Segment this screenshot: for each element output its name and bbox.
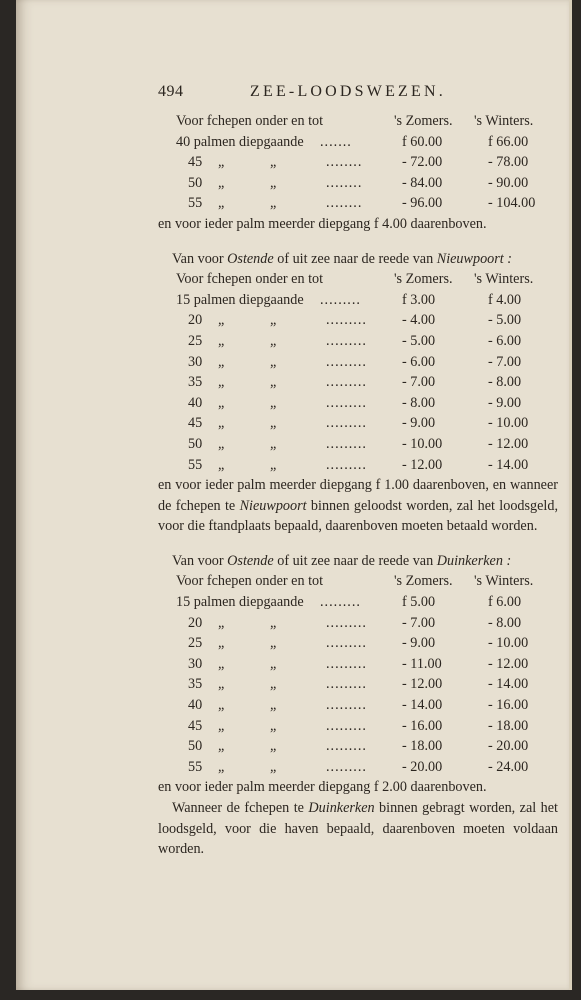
leader-dots: ........ xyxy=(326,174,363,191)
ditto-mark: „ xyxy=(218,154,225,171)
row-label: 30 xyxy=(188,353,203,370)
ditto-mark: „ xyxy=(270,435,277,452)
leader-dots: ......... xyxy=(326,635,367,652)
winter-rate: - 12.00 xyxy=(488,435,529,452)
table-row xyxy=(158,434,558,455)
table-row xyxy=(158,413,558,434)
ditto-mark: „ xyxy=(218,332,225,349)
leader-dots: ......... xyxy=(326,332,367,349)
row-label: 20 xyxy=(188,614,203,631)
leader-dots: ......... xyxy=(326,456,367,473)
summer-rate: - 16.00 xyxy=(402,717,443,734)
tariff-table-1 xyxy=(158,111,558,214)
col-label-header: Voor fchepen onder en tot xyxy=(176,271,324,288)
row-label: 30 xyxy=(188,655,203,672)
col-winter-header: 's Winters. xyxy=(474,113,534,129)
leader-dots: ......... xyxy=(326,415,367,432)
table-row xyxy=(158,613,558,634)
leader-dots: ......... xyxy=(326,394,367,411)
winter-rate: - 16.00 xyxy=(488,697,529,714)
ditto-mark: „ xyxy=(218,195,225,212)
ditto-mark: „ xyxy=(270,154,277,171)
running-title: ZEE-LOODSWEZEN. xyxy=(250,83,446,100)
summer-rate: - 10.00 xyxy=(402,435,443,452)
table-row xyxy=(158,592,558,613)
summer-rate: - 12.00 xyxy=(402,676,443,693)
row-label: 40 palmen diepgaande xyxy=(176,133,304,150)
row-label: 40 xyxy=(188,697,203,714)
row-label: 20 xyxy=(188,312,203,329)
leader-dots: ......... xyxy=(326,717,367,734)
ditto-mark: „ xyxy=(218,738,225,755)
summer-rate: - 11.00 xyxy=(402,655,442,672)
ditto-mark: „ xyxy=(270,738,277,755)
row-label: 35 xyxy=(188,374,203,391)
summer-rate: - 8.00 xyxy=(402,394,436,411)
leader-dots: ......... xyxy=(326,697,367,714)
leader-dots: ....... xyxy=(320,133,352,150)
ditto-mark: „ xyxy=(218,758,225,775)
leader-dots: ......... xyxy=(326,738,367,755)
table-row xyxy=(158,173,558,194)
section-1-footer: en voor ieder palm meerder diepgang f 4.00 daarenboven. xyxy=(158,215,487,232)
summer-rate: - 18.00 xyxy=(402,738,443,755)
row-label: 45 xyxy=(188,415,203,432)
ditto-mark: „ xyxy=(270,717,277,734)
summer-rate: - 9.00 xyxy=(402,415,436,432)
row-label: 25 xyxy=(188,332,203,349)
col-summer-header: 's Zomers. xyxy=(394,573,453,590)
table-header-row xyxy=(158,269,558,290)
ditto-mark: „ xyxy=(270,332,277,349)
ditto-mark: „ xyxy=(270,394,277,411)
table-header-row xyxy=(158,571,558,592)
table-row xyxy=(158,736,558,757)
page-number: 494 xyxy=(158,83,184,100)
table-row xyxy=(158,331,558,352)
tariff-table-2 xyxy=(158,269,558,475)
summer-rate: f 5.00 xyxy=(402,594,436,611)
col-winter-header: 's Winters. xyxy=(474,573,534,590)
table-row xyxy=(158,716,558,737)
table-row xyxy=(158,674,558,695)
summer-rate: - 12.00 xyxy=(402,456,443,473)
ditto-mark: „ xyxy=(270,353,277,370)
leader-dots: ......... xyxy=(326,435,367,452)
row-label: 50 xyxy=(188,738,203,755)
summer-rate: f 60.00 xyxy=(402,133,443,150)
row-label: 50 xyxy=(188,174,203,191)
book-page xyxy=(16,0,572,990)
winter-rate: - 8.00 xyxy=(488,374,522,391)
table-row xyxy=(158,132,558,153)
winter-rate: - 18.00 xyxy=(488,717,529,734)
ditto-mark: „ xyxy=(218,717,225,734)
ditto-mark: „ xyxy=(270,676,277,693)
row-label: 55 xyxy=(188,456,203,473)
leader-dots: ......... xyxy=(326,758,367,775)
ditto-mark: „ xyxy=(218,435,225,452)
leader-dots: ......... xyxy=(326,353,367,370)
winter-rate: - 12.00 xyxy=(488,655,529,672)
ditto-mark: „ xyxy=(270,655,277,672)
winter-rate: - 24.00 xyxy=(488,758,529,775)
winter-rate: - 7.00 xyxy=(488,353,522,370)
ditto-mark: „ xyxy=(218,456,225,473)
row-label: 55 xyxy=(188,758,203,775)
table-row xyxy=(158,695,558,716)
closing-paragraph: Wanneer de fchepen te Duinkerken binnen gebragt worden, zal het loodsgeld, voor die haven bepaald, daarenboven moeten voldaan worden. xyxy=(158,800,558,858)
winter-rate: - 8.00 xyxy=(488,614,522,631)
ditto-mark: „ xyxy=(270,456,277,473)
summer-rate: - 14.00 xyxy=(402,697,443,714)
table-row xyxy=(158,372,558,393)
leader-dots: ......... xyxy=(320,291,361,308)
winter-rate: - 10.00 xyxy=(488,635,529,652)
leader-dots: ......... xyxy=(326,676,367,693)
ditto-mark: „ xyxy=(270,374,277,391)
table-header-row xyxy=(158,111,558,132)
tariff-table-3 xyxy=(158,571,558,777)
leader-dots: ......... xyxy=(326,655,367,672)
table-row xyxy=(158,152,558,173)
winter-rate: - 9.00 xyxy=(488,394,522,411)
col-winter-header: 's Winters. xyxy=(474,271,534,288)
winter-rate: - 10.00 xyxy=(488,415,529,432)
summer-rate: - 84.00 xyxy=(402,174,443,191)
table-row xyxy=(158,633,558,654)
row-label: 35 xyxy=(188,676,203,693)
ditto-mark: „ xyxy=(270,697,277,714)
col-summer-header: 's Zomers. xyxy=(394,271,453,288)
table-row xyxy=(158,393,558,414)
ditto-mark: „ xyxy=(270,614,277,631)
leader-dots: ......... xyxy=(326,374,367,391)
ditto-mark: „ xyxy=(218,394,225,411)
table-row xyxy=(158,757,558,778)
page-text xyxy=(158,82,558,860)
ditto-mark: „ xyxy=(218,655,225,672)
leader-dots: ........ xyxy=(326,195,363,212)
summer-rate: - 7.00 xyxy=(402,614,436,631)
section-3-heading: Van voor Ostende of uit zee naar de reede van Duinkerken : xyxy=(172,552,512,569)
summer-rate: - 7.00 xyxy=(402,374,436,391)
winter-rate: - 14.00 xyxy=(488,676,529,693)
ditto-mark: „ xyxy=(218,635,225,652)
section-2-heading: Van voor Ostende of uit zee naar de reede van Nieuwpoort : xyxy=(172,250,513,267)
winter-rate: - 6.00 xyxy=(488,332,522,349)
winter-rate: f 66.00 xyxy=(488,133,529,150)
row-label: 15 palmen diepgaande xyxy=(176,291,304,308)
row-label: 50 xyxy=(188,435,203,452)
table-row xyxy=(158,310,558,331)
row-label: 45 xyxy=(188,717,203,734)
col-summer-header: 's Zomers. xyxy=(394,113,453,129)
col-label-header: Voor fchepen onder en tot xyxy=(176,113,324,129)
row-label: 15 palmen diepgaande xyxy=(176,594,304,611)
section-3-footer: en voor ieder palm meerder diepgang f 2.00 daarenboven. xyxy=(158,779,487,796)
winter-rate: - 90.00 xyxy=(488,174,529,191)
table-row xyxy=(158,290,558,311)
summer-rate: - 5.00 xyxy=(402,332,436,349)
summer-rate: - 96.00 xyxy=(402,195,443,212)
winter-rate: - 14.00 xyxy=(488,456,529,473)
ditto-mark: „ xyxy=(218,676,225,693)
ditto-mark: „ xyxy=(218,174,225,191)
table-row xyxy=(158,193,558,214)
ditto-mark: „ xyxy=(270,635,277,652)
summer-rate: - 4.00 xyxy=(402,312,436,329)
ditto-mark: „ xyxy=(270,758,277,775)
summer-rate: - 9.00 xyxy=(402,635,436,652)
ditto-mark: „ xyxy=(218,697,225,714)
table-row xyxy=(158,654,558,675)
summer-rate: - 20.00 xyxy=(402,758,443,775)
summer-rate: f 3.00 xyxy=(402,291,436,308)
col-label-header: Voor fchepen onder en tot xyxy=(176,573,324,590)
ditto-mark: „ xyxy=(218,415,225,432)
row-label: 40 xyxy=(188,394,203,411)
ditto-mark: „ xyxy=(270,312,277,329)
winter-rate: f 4.00 xyxy=(488,291,522,308)
table-row xyxy=(158,352,558,373)
table-row xyxy=(158,455,558,476)
row-label: 45 xyxy=(188,154,203,171)
winter-rate: - 78.00 xyxy=(488,154,529,171)
ditto-mark: „ xyxy=(218,353,225,370)
row-label: 55 xyxy=(188,195,203,212)
section-2-footer: en voor ieder palm meerder diepgang f 1.00 daarenboven, en wanneer de fchepen te Nieuwpoort binnen geloodst worden, zal het loodsgeld, voor die ftandplaats bepaald, daarenboven moeten betaald worden. xyxy=(158,477,559,535)
ditto-mark: „ xyxy=(218,614,225,631)
summer-rate: - 6.00 xyxy=(402,353,436,370)
ditto-mark: „ xyxy=(270,415,277,432)
ditto-mark: „ xyxy=(218,312,225,329)
ditto-mark: „ xyxy=(218,374,225,391)
ditto-mark: „ xyxy=(270,174,277,191)
ditto-mark: „ xyxy=(270,195,277,212)
leader-dots: ......... xyxy=(326,312,367,329)
winter-rate: f 6.00 xyxy=(488,594,522,611)
row-label: 25 xyxy=(188,635,203,652)
winter-rate: - 104.00 xyxy=(488,195,536,212)
leader-dots: ........ xyxy=(326,154,363,171)
leader-dots: ......... xyxy=(320,594,361,611)
leader-dots: ......... xyxy=(326,614,367,631)
winter-rate: - 20.00 xyxy=(488,738,529,755)
summer-rate: - 72.00 xyxy=(402,154,443,171)
winter-rate: - 5.00 xyxy=(488,312,522,329)
page-header xyxy=(158,82,558,106)
